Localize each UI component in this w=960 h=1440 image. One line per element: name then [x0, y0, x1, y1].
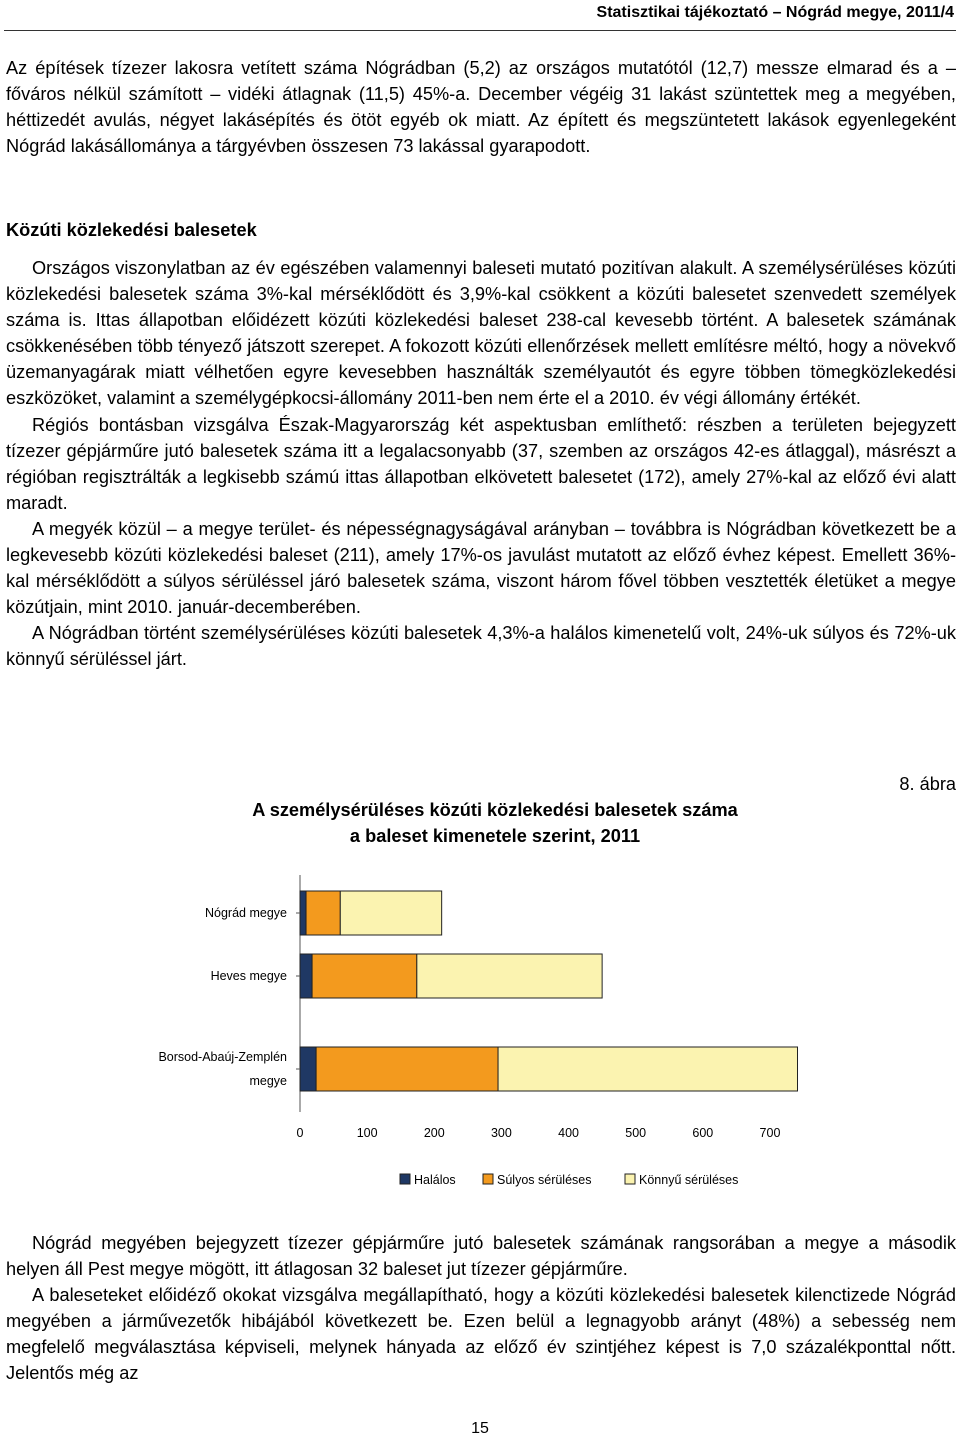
figure-label: 8. ábra	[899, 774, 956, 794]
x-tick-label: 300	[490, 1126, 512, 1140]
x-tick-label: 0	[296, 1126, 304, 1140]
running-header: Statisztikai tájékoztató – Nógrád megye, 2011/4	[596, 4, 954, 21]
chart-title-line-2: a baleset kimenetele szerint, 2011	[349, 826, 641, 846]
x-tick-label: 400	[558, 1126, 579, 1140]
legend-swatch	[483, 1174, 493, 1184]
closing-block	[6, 1230, 956, 1387]
bar-segment	[340, 891, 441, 935]
bar-segment	[300, 891, 306, 935]
section-body	[6, 255, 956, 673]
bar-segment	[498, 1047, 797, 1091]
category-label: megye	[249, 1074, 287, 1088]
x-tick-label: 100	[356, 1126, 378, 1140]
stacked-bar-chart	[0, 860, 960, 1200]
x-tick-label: 200	[423, 1126, 445, 1140]
bar-segment	[306, 891, 340, 935]
bar-segment	[312, 954, 417, 998]
closing-paragraph-2: A baleseteket előidéző okokat vizsgálva megállapítható, hogy a közúti közlekedési balesetek kilenctizede Nógrád megyében a járművezetők hibájából következett be. Ezen belül a legnagyobb arányt (48%) a sebesség nem megfelelő megválasztása képviseli, melynek hányada az előző év szintjéhez képest is 7,0 százalékponttal nőtt. Jelentős még az	[6, 1285, 956, 1384]
legend-swatch	[400, 1174, 410, 1184]
intro-paragraph: Az építések tízezer lakosra vetített száma Nógrádban (5,2) az országos mutatótól (12,7) messze elmarad és a – főváros nélkül számított – vidéki átlagnak (11,5) 45%-a. December végéig 31 lakást szüntettek meg a megyében, héttizedét avulás, négyet lakásépítés és ötöt egyéb ok miatt. Az épített és megszüntetett lakások egyenlegeként Nógrád lakásállománya a tárgyévben összesen 73 lakással gyarapodott.	[6, 58, 956, 157]
paragraph-4: A Nógrádban történt személysérüléses közúti balesetek 4,3%-a halálos kimenetelű volt, 24%-uk súlyos és 72%-uk könnyű sérüléssel járt.	[6, 623, 956, 670]
legend-label: Súlyos sérüléses	[497, 1173, 592, 1187]
category-label: Borsod-Abaúj-Zemplén	[158, 1050, 287, 1064]
legend-label: Könnyű sérüléses	[639, 1173, 739, 1187]
legend-label: Halálos	[414, 1173, 456, 1187]
category-label: Nógrád megye	[205, 906, 287, 920]
x-tick-label: 600	[692, 1126, 714, 1140]
paragraph-3: A megyék közül – a megye terület- és népességnagyságával arányban – továbbra is Nógrádban következett be a legkevesebb közúti közlekedési baleset (211), amely 17%-os javulást mutatott az előző évhez képest. Emellett 36%-kal mérséklődött a súlyos sérüléssel járó balesetek száma, viszont három fővel többen vesztették életüket a megye közútjain, mint 2010. január-decemberében.	[6, 518, 956, 618]
bar-segment	[300, 1047, 316, 1091]
x-tick-label: 700	[759, 1126, 781, 1140]
paragraph-1: Országos viszonylatban az év egészében valamennyi baleseti mutató pozitívan alakult. A személysérüléses közúti közlekedési balesetek száma 3%-kal mérséklődött és 3,9%-kal csökkent a közúti balesetet szenvedett személyek száma is. Ittas állapotban előidézett közúti közlekedési baleset 238-cal kevesebb történt. A balesetek számának csökkenésében több tényező játszott szerepet. A fokozott közúti ellenőrzések mellett említésre méltó, hogy a növekvő üzemanyagárak miatt vélhetően egyre kevesebben használták személyautót és egyre többen tömegközlekedési eszközöket, valamint a személygépkocsi-állomány 2011-ben nem érte el a 2010. év végi állomány értékét.	[6, 258, 956, 409]
x-tick-label: 500	[625, 1126, 647, 1140]
section-heading: Közúti közlekedési balesetek	[6, 220, 257, 240]
header-rule	[4, 30, 956, 31]
intro-block	[6, 55, 956, 159]
bar-segment	[417, 954, 602, 998]
bar-segment	[316, 1047, 498, 1091]
legend-swatch	[625, 1174, 635, 1184]
chart-title	[150, 797, 840, 849]
bar-segment	[300, 954, 312, 998]
closing-paragraph-1: Nógrád megyében bejegyzett tízezer gépjárműre jutó balesetek számának rangsorában a megye a második helyen áll Pest megye mögött, itt átlagosan 32 baleset jut tízezer gépjárműre.	[6, 1233, 956, 1280]
category-label: Heves megye	[210, 969, 287, 983]
page-number: 15	[471, 1420, 489, 1437]
chart-title-line-1: A személysérüléses közúti közlekedési balesetek száma	[252, 800, 738, 820]
paragraph-2: Régiós bontásban vizsgálva Észak-Magyarország két aspektusban említhető: részben a területen bejegyzett tízezer gépjárműre jutó balesetek száma itt a legalacsonyabb (37, szemben az országos 42-es átlaggal), másrészt a régióban regisztrálták a legkisebb számú ittas állapotban elkövetett balesetet (172), amely 27%-kal az előző évi alatt maradt.	[6, 414, 956, 513]
